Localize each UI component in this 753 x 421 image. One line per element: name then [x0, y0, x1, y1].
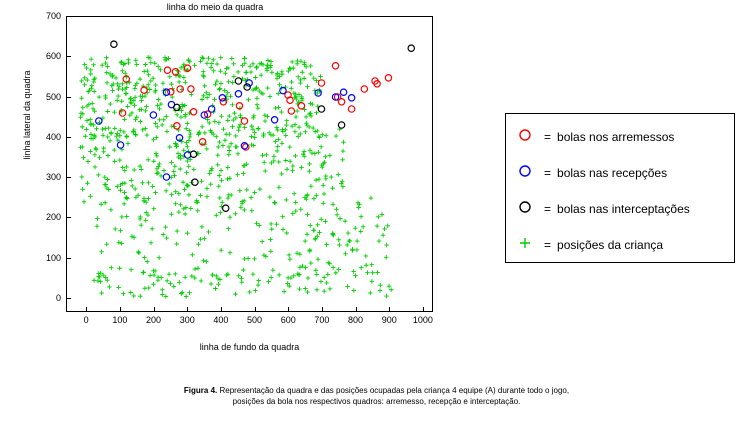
x-tick-mark — [389, 307, 390, 312]
legend-label-interceptacoes: bolas nas interceptações — [557, 202, 690, 216]
x-tick-mark — [120, 307, 121, 312]
x-tick-label: 1000 — [412, 315, 433, 325]
figure-label: Figura 4. — [183, 386, 218, 395]
legend-item-posicoes — [506, 230, 734, 260]
y-tick-label: 700 — [45, 11, 61, 21]
x-tick-label: 100 — [112, 315, 128, 325]
caption-line-2: posições da bola nos respectivos quadros: arremesso, recepção e interceptação. — [232, 397, 521, 406]
x-tick-label: 800 — [348, 315, 364, 325]
caption-text-1: Representação da quadra e das posições ocupadas pela criança 4 equipe (A) durante todo o jogo, — [219, 386, 570, 395]
figure-caption — [0, 385, 753, 407]
x-tick-mark — [288, 307, 289, 312]
y-tick-label: 300 — [45, 172, 61, 183]
x-tick-mark — [423, 307, 424, 312]
circle-open-blue-icon — [506, 164, 544, 183]
circle-open-red-icon — [506, 128, 544, 147]
chart-legend — [505, 113, 735, 263]
x-tick-mark — [322, 307, 323, 312]
x-tick-mark — [187, 307, 188, 312]
legend-equals-2: = — [544, 202, 552, 216]
y-tick-label: 600 — [45, 51, 61, 62]
x-tick-mark — [255, 307, 256, 312]
y-tick-mark — [66, 16, 71, 17]
x-tick-mark — [356, 307, 357, 312]
legend-label-posicoes: posições da criança — [557, 238, 664, 252]
x-tick-mark — [221, 307, 222, 312]
y-tick-label: 0 — [55, 292, 61, 303]
y-tick-mark — [66, 177, 71, 178]
legend-item-arremessos — [506, 122, 734, 152]
legend-item-recepcoes — [506, 158, 734, 188]
legend-equals-1: = — [544, 166, 552, 180]
plus-green-icon — [506, 236, 544, 255]
circle-open-black-icon — [506, 200, 544, 219]
legend-item-interceptacoes — [506, 194, 734, 224]
y-tick-mark — [66, 258, 71, 259]
y-tick-mark — [66, 137, 71, 138]
x-tick-mark — [154, 307, 155, 312]
x-tick-mark — [86, 307, 87, 312]
y-tick-label: 500 — [45, 91, 61, 102]
y-tick-mark — [66, 217, 71, 218]
legend-equals-0: = — [544, 130, 552, 144]
y-tick-mark — [66, 298, 71, 299]
y-tick-label: 100 — [45, 252, 61, 263]
x-tick-label: 700 — [314, 315, 330, 325]
y-tick-label: 400 — [45, 131, 61, 142]
legend-label-arremessos: bolas nos arremessos — [557, 130, 675, 144]
x-axis-label: linha de fundo da quadra — [199, 342, 300, 352]
x-tick-label: 300 — [179, 315, 195, 325]
scatter-plot — [67, 17, 432, 311]
x-tick-label: 600 — [280, 315, 296, 325]
axes-frame — [66, 16, 433, 312]
legend-label-recepcoes: bolas nas recepções — [557, 166, 668, 180]
x-tick-label: 0 — [83, 315, 89, 325]
y-tick-mark — [66, 97, 71, 98]
legend-equals-3: = — [544, 238, 552, 252]
chart-title: linha do meio da quadra — [166, 2, 264, 12]
caption-line-1 — [0, 385, 753, 396]
x-tick-label: 900 — [381, 315, 397, 325]
x-tick-label: 400 — [213, 315, 229, 325]
y-tick-label: 200 — [45, 212, 61, 223]
x-tick-label: 500 — [247, 315, 263, 325]
y-tick-mark — [66, 56, 71, 57]
x-tick-label: 200 — [146, 315, 162, 325]
y-axis-label: linha lateral da quadra — [22, 70, 32, 160]
